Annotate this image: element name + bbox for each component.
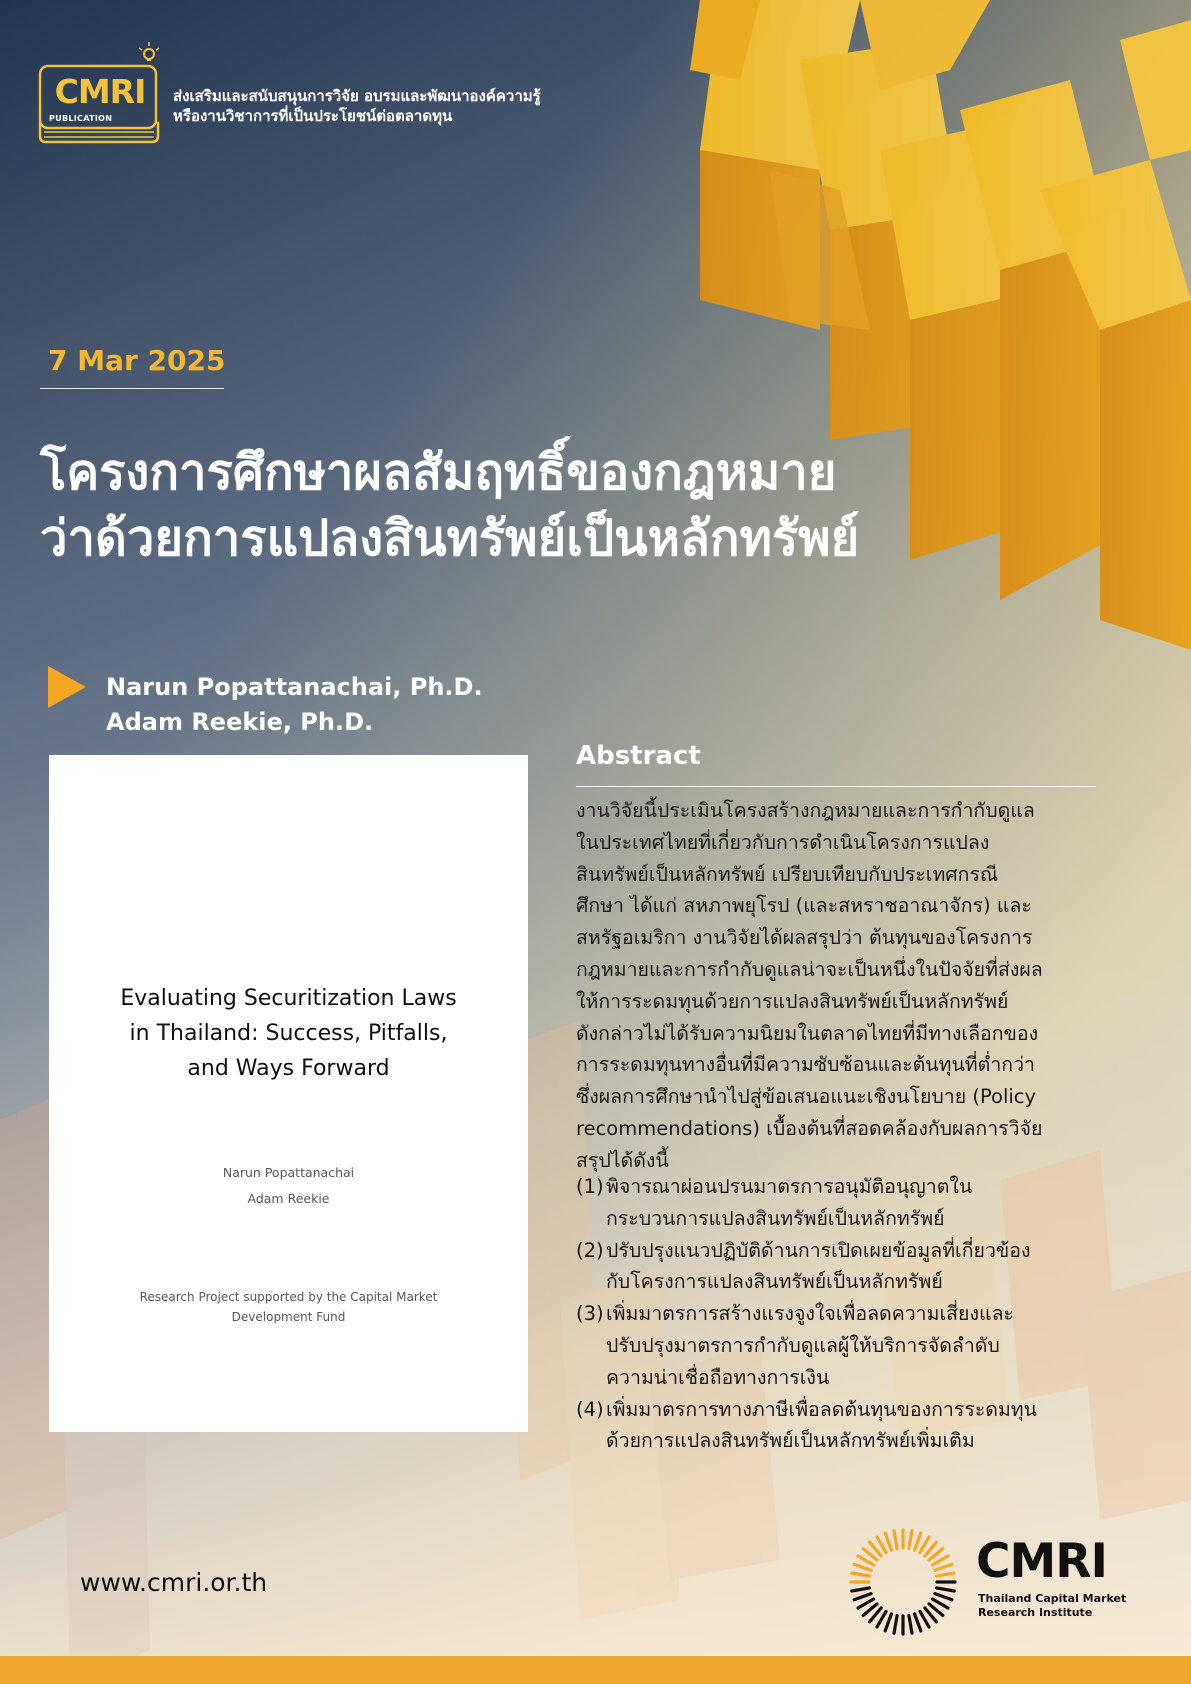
abstract-line: ให้การระดมทุนด้วยการแปลงสินทรัพย์เป็นหลักทรัพย์ xyxy=(576,989,1009,1013)
cover-title-line: Evaluating Securitization Laws xyxy=(120,986,457,1011)
sunburst-tick xyxy=(937,1573,955,1576)
footer-subtitle-line: Thailand Capital Market xyxy=(978,1592,1127,1605)
sunburst-tick xyxy=(852,1573,870,1576)
cover-author: Narun Popattanachai xyxy=(222,1165,355,1180)
item-line: ปรับปรุงมาตรการกำกับดูแลผู้ให้บริการจัดลำดับ xyxy=(606,1333,1000,1357)
item-number: (4) xyxy=(576,1397,604,1421)
title-line: ว่าด้วยการแปลงสินทรัพย์เป็นหลักทรัพย์ xyxy=(40,510,860,567)
item-line: ความน่าเชื่อถือทางการเงิน xyxy=(606,1365,830,1389)
footer-brand: CMRI xyxy=(976,1534,1107,1589)
sunburst-tick xyxy=(894,1616,897,1634)
sunburst-tick xyxy=(854,1594,871,1600)
sunburst-tick xyxy=(915,1614,921,1631)
recommendation-item xyxy=(576,1298,1116,1393)
recommendation-item xyxy=(576,1171,1116,1235)
item-line: กระบวนการแปลงสินทรัพย์เป็นหลักทรัพย์ xyxy=(606,1206,945,1230)
cover-support-line: Research Project supported by the Capital Market xyxy=(139,1290,438,1304)
abstract-body xyxy=(576,795,1116,1177)
authors xyxy=(106,670,483,740)
logo-subtitle: PUBLICATION xyxy=(49,114,113,123)
item-number: (1) xyxy=(576,1175,604,1198)
cover-author: Adam Reekie xyxy=(247,1191,330,1206)
sunburst-tick xyxy=(894,1531,897,1549)
item-line: ด้วยการแปลงสินทรัพย์เป็นหลักทรัพย์เพิ่มเติม xyxy=(606,1429,975,1453)
play-arrow-icon xyxy=(48,666,86,708)
document-title xyxy=(40,440,859,572)
item-number: (2) xyxy=(576,1238,604,1262)
sunburst-tick xyxy=(852,1588,870,1591)
lightbulb-icon xyxy=(136,40,162,68)
cover-title-line: and Ways Forward xyxy=(187,1056,390,1081)
cover-support-note xyxy=(49,1287,528,1327)
footer-brand-subtitle xyxy=(978,1592,1126,1620)
item-line: พิจารณาผ่อนปรนมาตรการอนุมัติอนุญาตใน xyxy=(606,1175,973,1198)
abstract-line: ดังกล่าวไม่ได้รับความนิยมในตลาดไทยที่มีทางเลือกของ xyxy=(576,1021,1039,1045)
sunburst-tick xyxy=(935,1564,952,1570)
cover-title xyxy=(49,981,528,1086)
sunburst-tick xyxy=(935,1594,952,1600)
abstract-line: งานวิจัยนี้ประเมินโครงสร้างกฎหมายและการกำกับดูแล xyxy=(576,799,1035,822)
abstract-line: ในประเทศไทยที่เกี่ยวกับการดำเนินโครงการแปลง xyxy=(576,830,990,854)
logo-wordmark: CMRI xyxy=(54,72,146,111)
abstract-line: recommendations) เบื้องต้นที่สอดคล้องกับผลการวิจัย xyxy=(576,1116,1043,1140)
sunburst-tick xyxy=(885,1614,891,1631)
title-line: โครงการศึกษาผลสัมฤทธิ์ของกฎหมาย xyxy=(40,444,837,501)
cmri-sunburst-logo-icon xyxy=(848,1527,958,1637)
item-number: (3) xyxy=(576,1302,604,1326)
sunburst-tick xyxy=(909,1616,912,1634)
abstract-line: ศึกษา ได้แก่ สหภาพยุโรป (และสหราชอาณาจักร) และ xyxy=(576,894,1032,918)
abstract-heading: Abstract xyxy=(576,741,701,771)
author-name: Adam Reekie, Ph.D. xyxy=(106,708,374,736)
abstract-line: สินทรัพย์เป็นหลักทรัพย์ เปรียบเทียบกับประเทศกรณี xyxy=(576,862,999,886)
bottom-accent-bar xyxy=(0,1656,1191,1684)
recommendation-item xyxy=(576,1394,1116,1458)
sunburst-tick xyxy=(915,1533,921,1550)
cover-authors xyxy=(49,1160,528,1212)
tagline-line: ส่งเสริมและสนับสนุนการวิจัย อบรมและพัฒนาองค์ความรู้ xyxy=(173,87,541,105)
report-cover-thumbnail xyxy=(49,755,528,1432)
abstract-line: การระดมทุนทางอื่นที่มีความซับซ้อนและต้นทุนที่ต่ำกว่า xyxy=(576,1053,1035,1077)
item-line: เพิ่มมาตรการทางภาษีเพื่อลดต้นทุนของการระดมทุน xyxy=(606,1397,1037,1421)
abstract-divider xyxy=(576,786,1096,787)
item-line: เพิ่มมาตรการสร้างแรงจูงใจเพื่อลดความเสี่ยงและ xyxy=(606,1302,1014,1326)
sunburst-tick xyxy=(937,1588,955,1591)
sunburst-tick xyxy=(854,1564,871,1570)
recommendation-list xyxy=(576,1171,1116,1457)
recommendation-item xyxy=(576,1235,1116,1299)
item-line: กับโครงการแปลงสินทรัพย์เป็นหลักทรัพย์ xyxy=(606,1270,943,1294)
cover-title-line: in Thailand: Success, Pitfalls, xyxy=(129,1021,448,1046)
footer-subtitle-line: Research Institute xyxy=(978,1606,1093,1619)
publication-date: 7 Mar 2025 xyxy=(48,344,226,377)
tagline xyxy=(173,86,541,126)
abstract-line: กฎหมายและการกำกับดูแลน่าจะเป็นหนึ่งในปัจจัยที่ส่งผล xyxy=(576,957,1043,981)
author-name: Narun Popattanachai, Ph.D. xyxy=(106,673,483,701)
cover-support-line: Development Fund xyxy=(231,1310,346,1324)
website-link[interactable]: www.cmri.or.th xyxy=(80,1568,268,1597)
abstract-line: สรุปได้ดังนี้ xyxy=(576,1148,669,1172)
abstract-line: ซึ่งผลการศึกษานำไปสู่ข้อเสนอแนะเชิงนโยบาย (Policy xyxy=(576,1085,1037,1109)
date-divider xyxy=(40,388,224,389)
item-line: ปรับปรุงแนวปฏิบัติด้านการเปิดเผยข้อมูลที่เกี่ยวข้อง xyxy=(606,1238,1031,1262)
sunburst-tick xyxy=(909,1531,912,1549)
abstract-line: สหรัฐอเมริกา งานวิจัยได้ผลสรุปว่า ต้นทุนของโครงการ xyxy=(576,926,1033,950)
tagline-line: หรืองานวิชาการที่เป็นประโยชน์ต่อตลาดทุน xyxy=(173,107,453,125)
sunburst-tick xyxy=(885,1533,891,1550)
